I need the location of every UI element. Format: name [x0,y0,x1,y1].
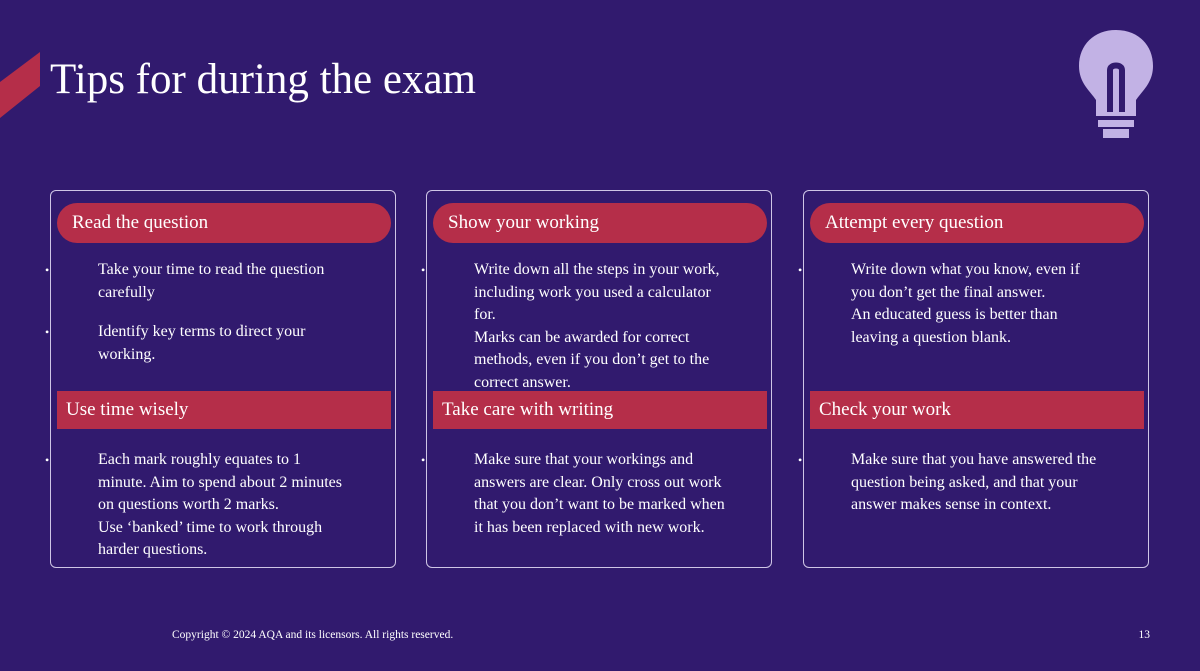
bullet-list [798,259,1144,366]
bullet-marker: • [421,263,426,277]
copyright-footer: Copyright © 2024 AQA and its licensors. All rights reserved. [172,629,454,641]
bullet-item [798,259,1144,349]
bullet-list [798,449,1144,534]
accent-stripe [0,52,40,118]
card-read-the-question [45,190,396,568]
card-subheading: Take care with writing [433,391,767,429]
bullet-text: Write down what you know, even if you don’t get the final answer. An educated guess is better than leaving a question blank. [851,261,1080,346]
lightbulb-icon [1076,28,1156,140]
card-attempt-every-question [798,190,1149,568]
bullet-item [421,259,767,394]
bullet-list [45,259,391,383]
bullet-list [45,449,391,579]
bullet-text: Write down all the steps in your work, including work you used a calculator for. Marks can be awarded for correct methods, even if you don’t get to the correct answer. [474,261,720,391]
card-heading: Attempt every question [810,203,1144,243]
bullet-text: Make sure that you have answered the question being asked, and that your answer makes sense in context. [851,451,1097,513]
bullet-text: Take your time to read the question carefully [98,261,325,301]
slide-title: Tips for during the exam [50,56,476,103]
card-heading: Show your working [433,203,767,243]
bullet-marker: • [45,325,50,339]
page-number: 13 [1138,629,1150,641]
bullet-item [45,321,391,366]
bullet-marker: • [798,453,803,467]
bullet-text: Make sure that your workings and answers are clear. Only cross out work that you don’t want to be marked when it has been replaced with new work. [474,451,725,536]
bullet-marker: • [45,263,50,277]
bullet-item [798,449,1144,517]
bullet-list [421,449,767,556]
bullet-marker: • [421,453,426,467]
card-heading: Read the question [57,203,391,243]
bullet-item [45,449,391,562]
card-show-your-working [421,190,772,568]
bullet-text: Each mark roughly equates to 1 minute. Aim to spend about 2 minutes on questions worth 2 marks. Use ‘banked’ time to work through harder questions. [98,451,342,558]
bullet-item [45,259,391,304]
bullet-marker: • [798,263,803,277]
bullet-marker: • [45,453,50,467]
bullet-text: Identify key terms to direct your working. [98,323,306,363]
bullet-item [421,449,767,539]
bullet-list [421,259,767,411]
card-subheading: Check your work [810,391,1144,429]
card-subheading: Use time wisely [57,391,391,429]
